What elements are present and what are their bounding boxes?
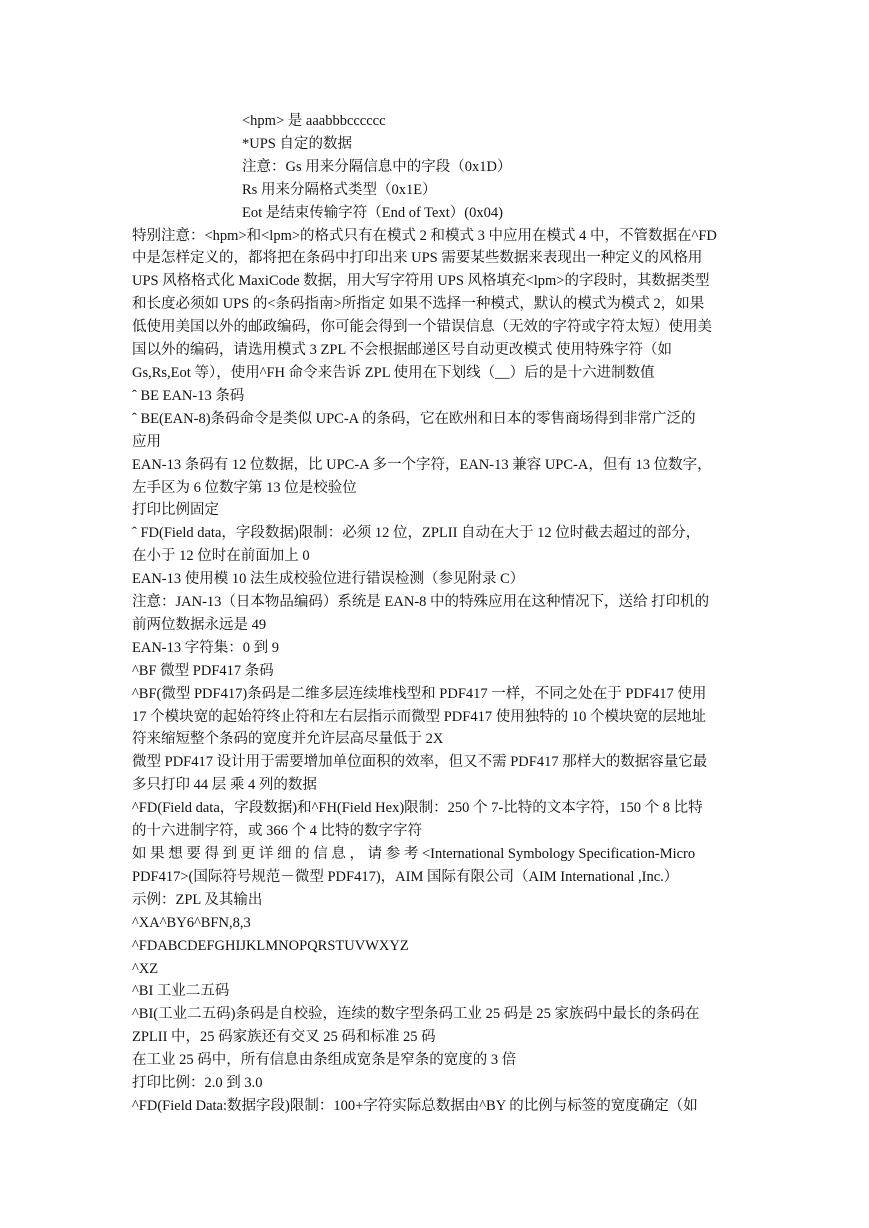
code-line: ^XZ	[132, 960, 159, 977]
text-line: EAN-13 使用模 10 法生成校验位进行错误检测（参见附录 C）	[132, 571, 525, 588]
text-line: 17 个模块宽的起始符终止符和左右层指示而微型 PDF417 使用独特的 10 个模块宽的层地址	[132, 708, 706, 725]
text-line: ^FD(Field data，字段数据)和^FH(Field Hex)限制：250 个 7-比特的文本字符，150 个 8 比特	[132, 800, 703, 817]
text-line: 的十六进制字符，或 366 个 4 比特的数字字符	[132, 823, 422, 840]
text-line: 打印比例：2.0 到 3.0	[132, 1075, 263, 1092]
text-line: ˆ BE(EAN-8)条码命令是类似 UPC-A 的条码，它在欧州和日本的零售商场得到非常广泛的	[132, 410, 696, 427]
code-line: ^FDABCDEFGHIJKLMNOPQRSTUVWXYZ	[132, 937, 409, 954]
section-heading-micro-pdf417: ^BF 微型 PDF417 条码	[132, 662, 274, 679]
text-line: 注意：JAN-13（日本物品编码）系统是 EAN-8 中的特殊应用在这种情况下，送给 打印机的	[132, 594, 710, 611]
indented-notes	[132, 110, 738, 225]
text-line: 中是怎样定义的，都将把在条码中打印出来 UPS 需要某些数据来表现出一种定义的风格用	[132, 250, 703, 267]
text-line: 注意：Gs 用来分隔信息中的字段（0x1D）	[242, 158, 512, 175]
text-line: 打印比例固定	[132, 502, 219, 519]
text-line: Gs,Rs,Eot 等），使用^FH 命令来告诉 ZPL 使用在下划线（__）后的是十六进制数值	[132, 364, 655, 381]
text-line: <hpm> 是 aaabbbcccccc	[242, 113, 386, 129]
text-line: ^BF(微型 PDF417)条码是二维多层连续堆栈型和 PDF417 一样，不同之处在于 PDF417 使用	[132, 685, 707, 702]
text-line: 左手区为 6 位数字第 13 位是校验位	[132, 479, 357, 496]
text-line: 应用	[132, 433, 161, 450]
text-line: PDF417>(国际符号规范－微型 PDF417)，AIM 国际有限公司（AIM International ,Inc.）	[132, 868, 679, 885]
text-line: Rs 用来分隔格式类型（0x1E）	[242, 181, 437, 198]
text-line: *UPS 自定的数据	[242, 135, 352, 152]
text-line: ^BI(工业二五码)条码是自校验，连续的数字型条码工业 25 码是 25 家族码中最长的条码在	[132, 1006, 700, 1023]
code-line: ^XA^BY6^BFN,8,3	[132, 914, 251, 931]
text-line: 前两位数据永远是 49	[132, 616, 267, 633]
text-line: 和长度必须如 UPS 的<条码指南>所指定 如果不选择一种模式，默认的模式为模式 2，如果	[132, 296, 705, 313]
document-page	[132, 110, 738, 1118]
text-line: ZPLII 中，25 码家族还有交叉 25 码和标准 25 码	[132, 1029, 436, 1046]
section-heading-industrial-2of5: ^BI 工业二五码	[132, 983, 230, 1000]
text-line: 在工业 25 码中，所有信息由条组成宽条是窄条的宽度的 3 倍	[132, 1052, 517, 1069]
text-line: 多只打印 44 层 乘 4 列的数据	[132, 777, 317, 794]
text-line: 示例：ZPL 及其输出	[132, 891, 263, 908]
section-heading-ean13: ˆ BE EAN-13 条码	[132, 387, 245, 404]
text-line: 符来缩短整个条码的宽度并允许层高尽量低于 2X	[132, 731, 444, 748]
text-line: EAN-13 字符集：0 到 9	[132, 639, 280, 656]
body-text	[132, 225, 738, 1118]
text-line: EAN-13 条码有 12 位数据，比 UPC-A 多一个字符，EAN-13 兼容 UPC-A，但有 13 位数字，	[132, 456, 712, 473]
text-line: 在小于 12 位时在前面加上 0	[132, 548, 310, 565]
text-line: 如 果 想 要 得 到 更 详 细 的 信 息 ， 请 参 考 <International Symbology Specification-Micro	[132, 846, 696, 862]
text-line: 微型 PDF417 设计用于需要增加单位面积的效率，但又不需 PDF417 那样大的数据容量它最	[132, 754, 708, 771]
text-line: UPS 风格格式化 MaxiCode 数据，用大写字符用 UPS 风格填充<lpm>的字段时，其数据类型	[132, 273, 710, 290]
text-line: 特别注意：<hpm>和<lpm>的格式只有在模式 2 和模式 3 中应用在模式 4 中，不管数据在^FD	[132, 227, 717, 244]
text-line: Eot 是结束传输字符（End of Text）(0x04)	[242, 204, 503, 221]
text-line: 低使用美国以外的邮政编码，你可能会得到一个错误信息（无效的字符或字符太短）使用美	[132, 319, 712, 336]
text-line: ^FD(Field Data:数据字段)限制：100+字符实际总数据由^BY 的比例与标签的宽度确定（如	[132, 1097, 698, 1114]
text-line: ˆ FD(Field data，字段数据)限制：必须 12 位，ZPLII 自动在大于 12 位时截去超过的部分，	[132, 525, 701, 542]
text-line: 国以外的编码，请选用模式 3 ZPL 不会根据邮递区号自动更改模式 使用特殊字符（如	[132, 342, 672, 359]
